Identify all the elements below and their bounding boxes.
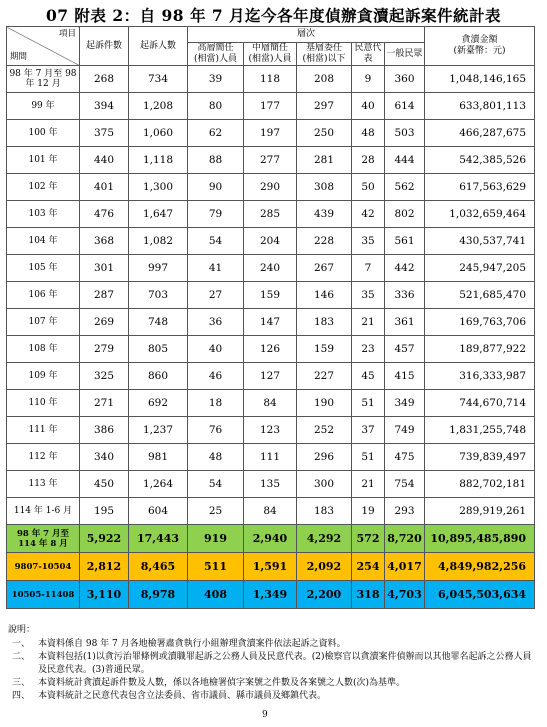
cell-high: 62 — [188, 120, 244, 147]
summary-cell-citizen: 4,017 — [385, 553, 425, 581]
table-row — [7, 174, 535, 201]
table-row — [7, 282, 535, 309]
note-number: 四、 — [12, 691, 31, 701]
high-rank-header: 高層簡任 (相當)人員 — [188, 43, 244, 66]
summary-cell-basic: 2,200 — [297, 581, 352, 609]
notes-section — [8, 624, 536, 703]
cell-persons: 860 — [129, 363, 188, 390]
cell-cases: 268 — [80, 66, 129, 93]
cell-cases: 301 — [80, 255, 129, 282]
cell-cases: 450 — [80, 471, 129, 498]
summary-cell-cases: 3,110 — [80, 581, 129, 609]
cell-basic: 146 — [297, 282, 352, 309]
cell-high: 40 — [188, 336, 244, 363]
cell-mid: 127 — [244, 363, 297, 390]
cell-cases: 195 — [80, 498, 129, 525]
cell-persons: 1,082 — [129, 228, 188, 255]
cell-citizen: 561 — [385, 228, 425, 255]
cell-high: 41 — [188, 255, 244, 282]
summary-rows — [7, 525, 535, 609]
cell-rep: 35 — [352, 282, 385, 309]
table-row — [7, 444, 535, 471]
cell-amount: 633,801,113 — [425, 93, 535, 120]
cell-rep: 40 — [352, 93, 385, 120]
cell-persons: 805 — [129, 336, 188, 363]
cell-rep: 35 — [352, 228, 385, 255]
cell-mid: 277 — [244, 147, 297, 174]
cell-high: 46 — [188, 363, 244, 390]
cell-cases: 375 — [80, 120, 129, 147]
cell-rep: 45 — [352, 363, 385, 390]
cell-mid: 84 — [244, 498, 297, 525]
cell-persons: 1,208 — [129, 93, 188, 120]
cell-cases: 476 — [80, 201, 129, 228]
cell-amount: 521,685,470 — [425, 282, 535, 309]
cell-rep: 42 — [352, 201, 385, 228]
cell-high: 54 — [188, 228, 244, 255]
note-item — [8, 651, 536, 677]
cell-high: 25 — [188, 498, 244, 525]
summary-row — [7, 525, 535, 553]
cell-mid: 118 — [244, 66, 297, 93]
cell-basic: 439 — [297, 201, 352, 228]
cell-high: 18 — [188, 390, 244, 417]
cell-period: 110 年 — [7, 390, 80, 417]
table-row — [7, 309, 535, 336]
cell-persons: 692 — [129, 390, 188, 417]
cell-persons: 1,300 — [129, 174, 188, 201]
cell-basic: 252 — [297, 417, 352, 444]
cell-citizen: 293 — [385, 498, 425, 525]
cell-mid: 204 — [244, 228, 297, 255]
cell-cases: 340 — [80, 444, 129, 471]
cell-mid: 126 — [244, 336, 297, 363]
cell-high: 76 — [188, 417, 244, 444]
summary-cell-mid: 1,591 — [244, 553, 297, 581]
cell-basic: 228 — [297, 228, 352, 255]
cell-mid: 123 — [244, 417, 297, 444]
cell-high: 36 — [188, 309, 244, 336]
cell-citizen: 754 — [385, 471, 425, 498]
cell-amount: 430,537,741 — [425, 228, 535, 255]
table-row — [7, 120, 535, 147]
cell-period: 114 年 1-6 月 — [7, 498, 80, 525]
summary-cell-persons: 8,465 — [129, 553, 188, 581]
cell-rep: 51 — [352, 390, 385, 417]
cell-period: 99 年 — [7, 93, 80, 120]
cell-period: 103 年 — [7, 201, 80, 228]
cell-high: 39 — [188, 66, 244, 93]
cell-basic: 297 — [297, 93, 352, 120]
summary-row — [7, 581, 535, 609]
cell-citizen: 503 — [385, 120, 425, 147]
cell-high: 48 — [188, 444, 244, 471]
cell-citizen: 562 — [385, 174, 425, 201]
cell-high: 54 — [188, 471, 244, 498]
summary-cell-persons: 17,443 — [129, 525, 188, 553]
cell-high: 27 — [188, 282, 244, 309]
cell-citizen: 336 — [385, 282, 425, 309]
cell-period: 107 年 — [7, 309, 80, 336]
cell-basic: 296 — [297, 444, 352, 471]
summary-row — [7, 553, 535, 581]
summary-cell-period: 9807-10504 — [7, 553, 80, 581]
cell-period: 108 年 — [7, 336, 80, 363]
cell-amount: 189,877,922 — [425, 336, 535, 363]
cell-basic: 227 — [297, 363, 352, 390]
cell-rep: 28 — [352, 147, 385, 174]
corner-header — [7, 27, 80, 66]
note-text: 本資料係自 98 年 7 月各地檢署肅貪執行小組辦理貪瀆案件依法起訴之資料。 — [38, 639, 346, 649]
note-text: 本資料統計貪瀆起訴件數及人數，係以各地檢署偵字案號之件數及各案號之人數(次)為基準。 — [38, 678, 406, 688]
cases-header: 起訴件數 — [80, 27, 129, 66]
cell-amount: 1,032,659,464 — [425, 201, 535, 228]
notes-list — [8, 638, 536, 703]
cell-period: 109 年 — [7, 363, 80, 390]
cell-mid: 111 — [244, 444, 297, 471]
summary-cell-mid: 2,940 — [244, 525, 297, 553]
cell-mid: 197 — [244, 120, 297, 147]
note-item — [8, 638, 536, 651]
cell-basic: 183 — [297, 498, 352, 525]
table-row — [7, 255, 535, 282]
cell-cases: 368 — [80, 228, 129, 255]
table-row — [7, 390, 535, 417]
amount-header: 貪瀆金額 (新臺幣：元) — [425, 27, 535, 66]
cell-cases: 269 — [80, 309, 129, 336]
cell-basic: 267 — [297, 255, 352, 282]
cell-citizen: 457 — [385, 336, 425, 363]
cell-cases: 325 — [80, 363, 129, 390]
cell-amount: 289,919,261 — [425, 498, 535, 525]
cell-rep: 21 — [352, 471, 385, 498]
cell-citizen: 442 — [385, 255, 425, 282]
cell-mid: 285 — [244, 201, 297, 228]
summary-cell-citizen: 4,703 — [385, 581, 425, 609]
cell-period: 101 年 — [7, 147, 80, 174]
cell-basic: 300 — [297, 471, 352, 498]
cell-basic: 190 — [297, 390, 352, 417]
table-row — [7, 93, 535, 120]
table-row — [7, 201, 535, 228]
cell-rep: 19 — [352, 498, 385, 525]
table-row — [7, 336, 535, 363]
cell-mid: 147 — [244, 309, 297, 336]
cell-period: 105 年 — [7, 255, 80, 282]
cell-period: 102 年 — [7, 174, 80, 201]
note-number: 一、 — [12, 639, 31, 649]
cell-citizen: 475 — [385, 444, 425, 471]
cell-rep: 48 — [352, 120, 385, 147]
summary-cell-high: 511 — [188, 553, 244, 581]
cell-cases: 271 — [80, 390, 129, 417]
cell-persons: 1,060 — [129, 120, 188, 147]
cell-mid: 159 — [244, 282, 297, 309]
table-row — [7, 147, 535, 174]
cell-amount: 744,670,714 — [425, 390, 535, 417]
summary-cell-citizen: 8,720 — [385, 525, 425, 553]
cell-high: 79 — [188, 201, 244, 228]
cell-amount: 1,831,255,748 — [425, 417, 535, 444]
cell-citizen: 361 — [385, 309, 425, 336]
summary-cell-rep: 318 — [352, 581, 385, 609]
table-row — [7, 66, 535, 93]
header-row-1 — [7, 27, 535, 43]
cell-rep: 37 — [352, 417, 385, 444]
cell-high: 88 — [188, 147, 244, 174]
cell-amount: 316,333,987 — [425, 363, 535, 390]
cell-basic: 308 — [297, 174, 352, 201]
cell-amount: 882,702,181 — [425, 471, 535, 498]
cell-mid: 240 — [244, 255, 297, 282]
table-row — [7, 228, 535, 255]
cell-mid: 290 — [244, 174, 297, 201]
cell-mid: 135 — [244, 471, 297, 498]
mid-rank-header: 中層簡任 (相當)人員 — [244, 43, 297, 66]
cell-basic: 250 — [297, 120, 352, 147]
summary-cell-amount: 4,849,982,256 — [425, 553, 535, 581]
year-rows — [7, 66, 535, 525]
cell-persons: 1,237 — [129, 417, 188, 444]
cell-rep: 51 — [352, 444, 385, 471]
cell-cases: 401 — [80, 174, 129, 201]
statistics-table — [6, 26, 535, 609]
cell-persons: 748 — [129, 309, 188, 336]
cell-cases: 440 — [80, 147, 129, 174]
table-row — [7, 471, 535, 498]
summary-cell-persons: 8,978 — [129, 581, 188, 609]
table-row — [7, 363, 535, 390]
note-item — [8, 690, 536, 703]
cell-period: 104 年 — [7, 228, 80, 255]
summary-cell-amount: 6,045,503,634 — [425, 581, 535, 609]
summary-cell-period: 98 年 7 月至 114 年 8 月 — [7, 525, 80, 553]
cell-citizen: 444 — [385, 147, 425, 174]
cell-citizen: 749 — [385, 417, 425, 444]
cell-persons: 1,264 — [129, 471, 188, 498]
summary-cell-amount: 10,895,485,890 — [425, 525, 535, 553]
representative-header: 民意代 表 — [352, 43, 385, 66]
summary-cell-basic: 4,292 — [297, 525, 352, 553]
citizen-header: 一般民眾 — [385, 43, 425, 66]
note-number: 三、 — [12, 678, 31, 688]
cell-persons: 1,118 — [129, 147, 188, 174]
cell-rep: 50 — [352, 174, 385, 201]
table-row — [7, 498, 535, 525]
summary-cell-rep: 254 — [352, 553, 385, 581]
rank-group-header: 層次 — [188, 27, 425, 43]
summary-cell-cases: 5,922 — [80, 525, 129, 553]
cell-basic: 208 — [297, 66, 352, 93]
summary-cell-high: 919 — [188, 525, 244, 553]
cell-period: 98 年 7 月至 98 年 12 月 — [7, 66, 80, 93]
table-row — [7, 417, 535, 444]
cell-citizen: 415 — [385, 363, 425, 390]
note-text: 本資料統計之民意代表包含立法委員、省市議員、縣市議員及鄉鎮代表。 — [38, 691, 327, 701]
cell-period: 113 年 — [7, 471, 80, 498]
cell-amount: 466,287,675 — [425, 120, 535, 147]
cell-persons: 734 — [129, 66, 188, 93]
corner-period-label: 期間 — [10, 52, 28, 62]
summary-cell-cases: 2,812 — [80, 553, 129, 581]
basic-rank-header: 基層委任 (相當)以下 — [297, 43, 352, 66]
cell-persons: 1,647 — [129, 201, 188, 228]
cell-basic: 281 — [297, 147, 352, 174]
cell-amount: 245,947,205 — [425, 255, 535, 282]
cell-amount: 739,839,497 — [425, 444, 535, 471]
cell-basic: 183 — [297, 309, 352, 336]
cell-period: 106 年 — [7, 282, 80, 309]
note-text: 本資料包括(1)以貪污治罪條例或瀆職罪起訴之公務人員及民意代表。(2)檢察官以貪瀆案件偵辦而以其他罪名起訴之公務人員及民意代表。(3)普通民眾。 — [38, 652, 532, 675]
cell-mid: 84 — [244, 390, 297, 417]
notes-heading: 說明： — [8, 625, 36, 635]
cell-persons: 703 — [129, 282, 188, 309]
cell-citizen: 614 — [385, 93, 425, 120]
corner-item-label: 項目 — [58, 29, 76, 39]
cell-persons: 997 — [129, 255, 188, 282]
cell-basic: 159 — [297, 336, 352, 363]
summary-cell-period: 10505-11408 — [7, 581, 80, 609]
cell-high: 80 — [188, 93, 244, 120]
note-number: 二、 — [12, 652, 31, 662]
cell-cases: 287 — [80, 282, 129, 309]
cell-period: 111 年 — [7, 417, 80, 444]
cell-persons: 981 — [129, 444, 188, 471]
cell-rep: 21 — [352, 309, 385, 336]
cell-persons: 604 — [129, 498, 188, 525]
page-number: 9 — [262, 710, 268, 720]
cell-period: 100 年 — [7, 120, 80, 147]
cell-rep: 7 — [352, 255, 385, 282]
page-title: 07 附表 2：自 98 年 7 月迄今各年度偵辦貪瀆起訴案件統計表 — [45, 6, 502, 25]
cell-amount: 542,385,526 — [425, 147, 535, 174]
cell-citizen: 802 — [385, 201, 425, 228]
cell-citizen: 360 — [385, 66, 425, 93]
cell-amount: 1,048,146,165 — [425, 66, 535, 93]
cell-rep: 23 — [352, 336, 385, 363]
cell-period: 112 年 — [7, 444, 80, 471]
summary-cell-basic: 2,092 — [297, 553, 352, 581]
cell-citizen: 349 — [385, 390, 425, 417]
cell-rep: 9 — [352, 66, 385, 93]
cell-mid: 177 — [244, 93, 297, 120]
note-item — [8, 677, 536, 690]
cell-amount: 169,763,706 — [425, 309, 535, 336]
cell-cases: 386 — [80, 417, 129, 444]
cell-cases: 279 — [80, 336, 129, 363]
summary-cell-high: 408 — [188, 581, 244, 609]
cell-amount: 617,563,629 — [425, 174, 535, 201]
persons-header: 起訴人數 — [129, 27, 188, 66]
summary-cell-mid: 1,349 — [244, 581, 297, 609]
summary-cell-rep: 572 — [352, 525, 385, 553]
cell-high: 90 — [188, 174, 244, 201]
cell-cases: 394 — [80, 93, 129, 120]
